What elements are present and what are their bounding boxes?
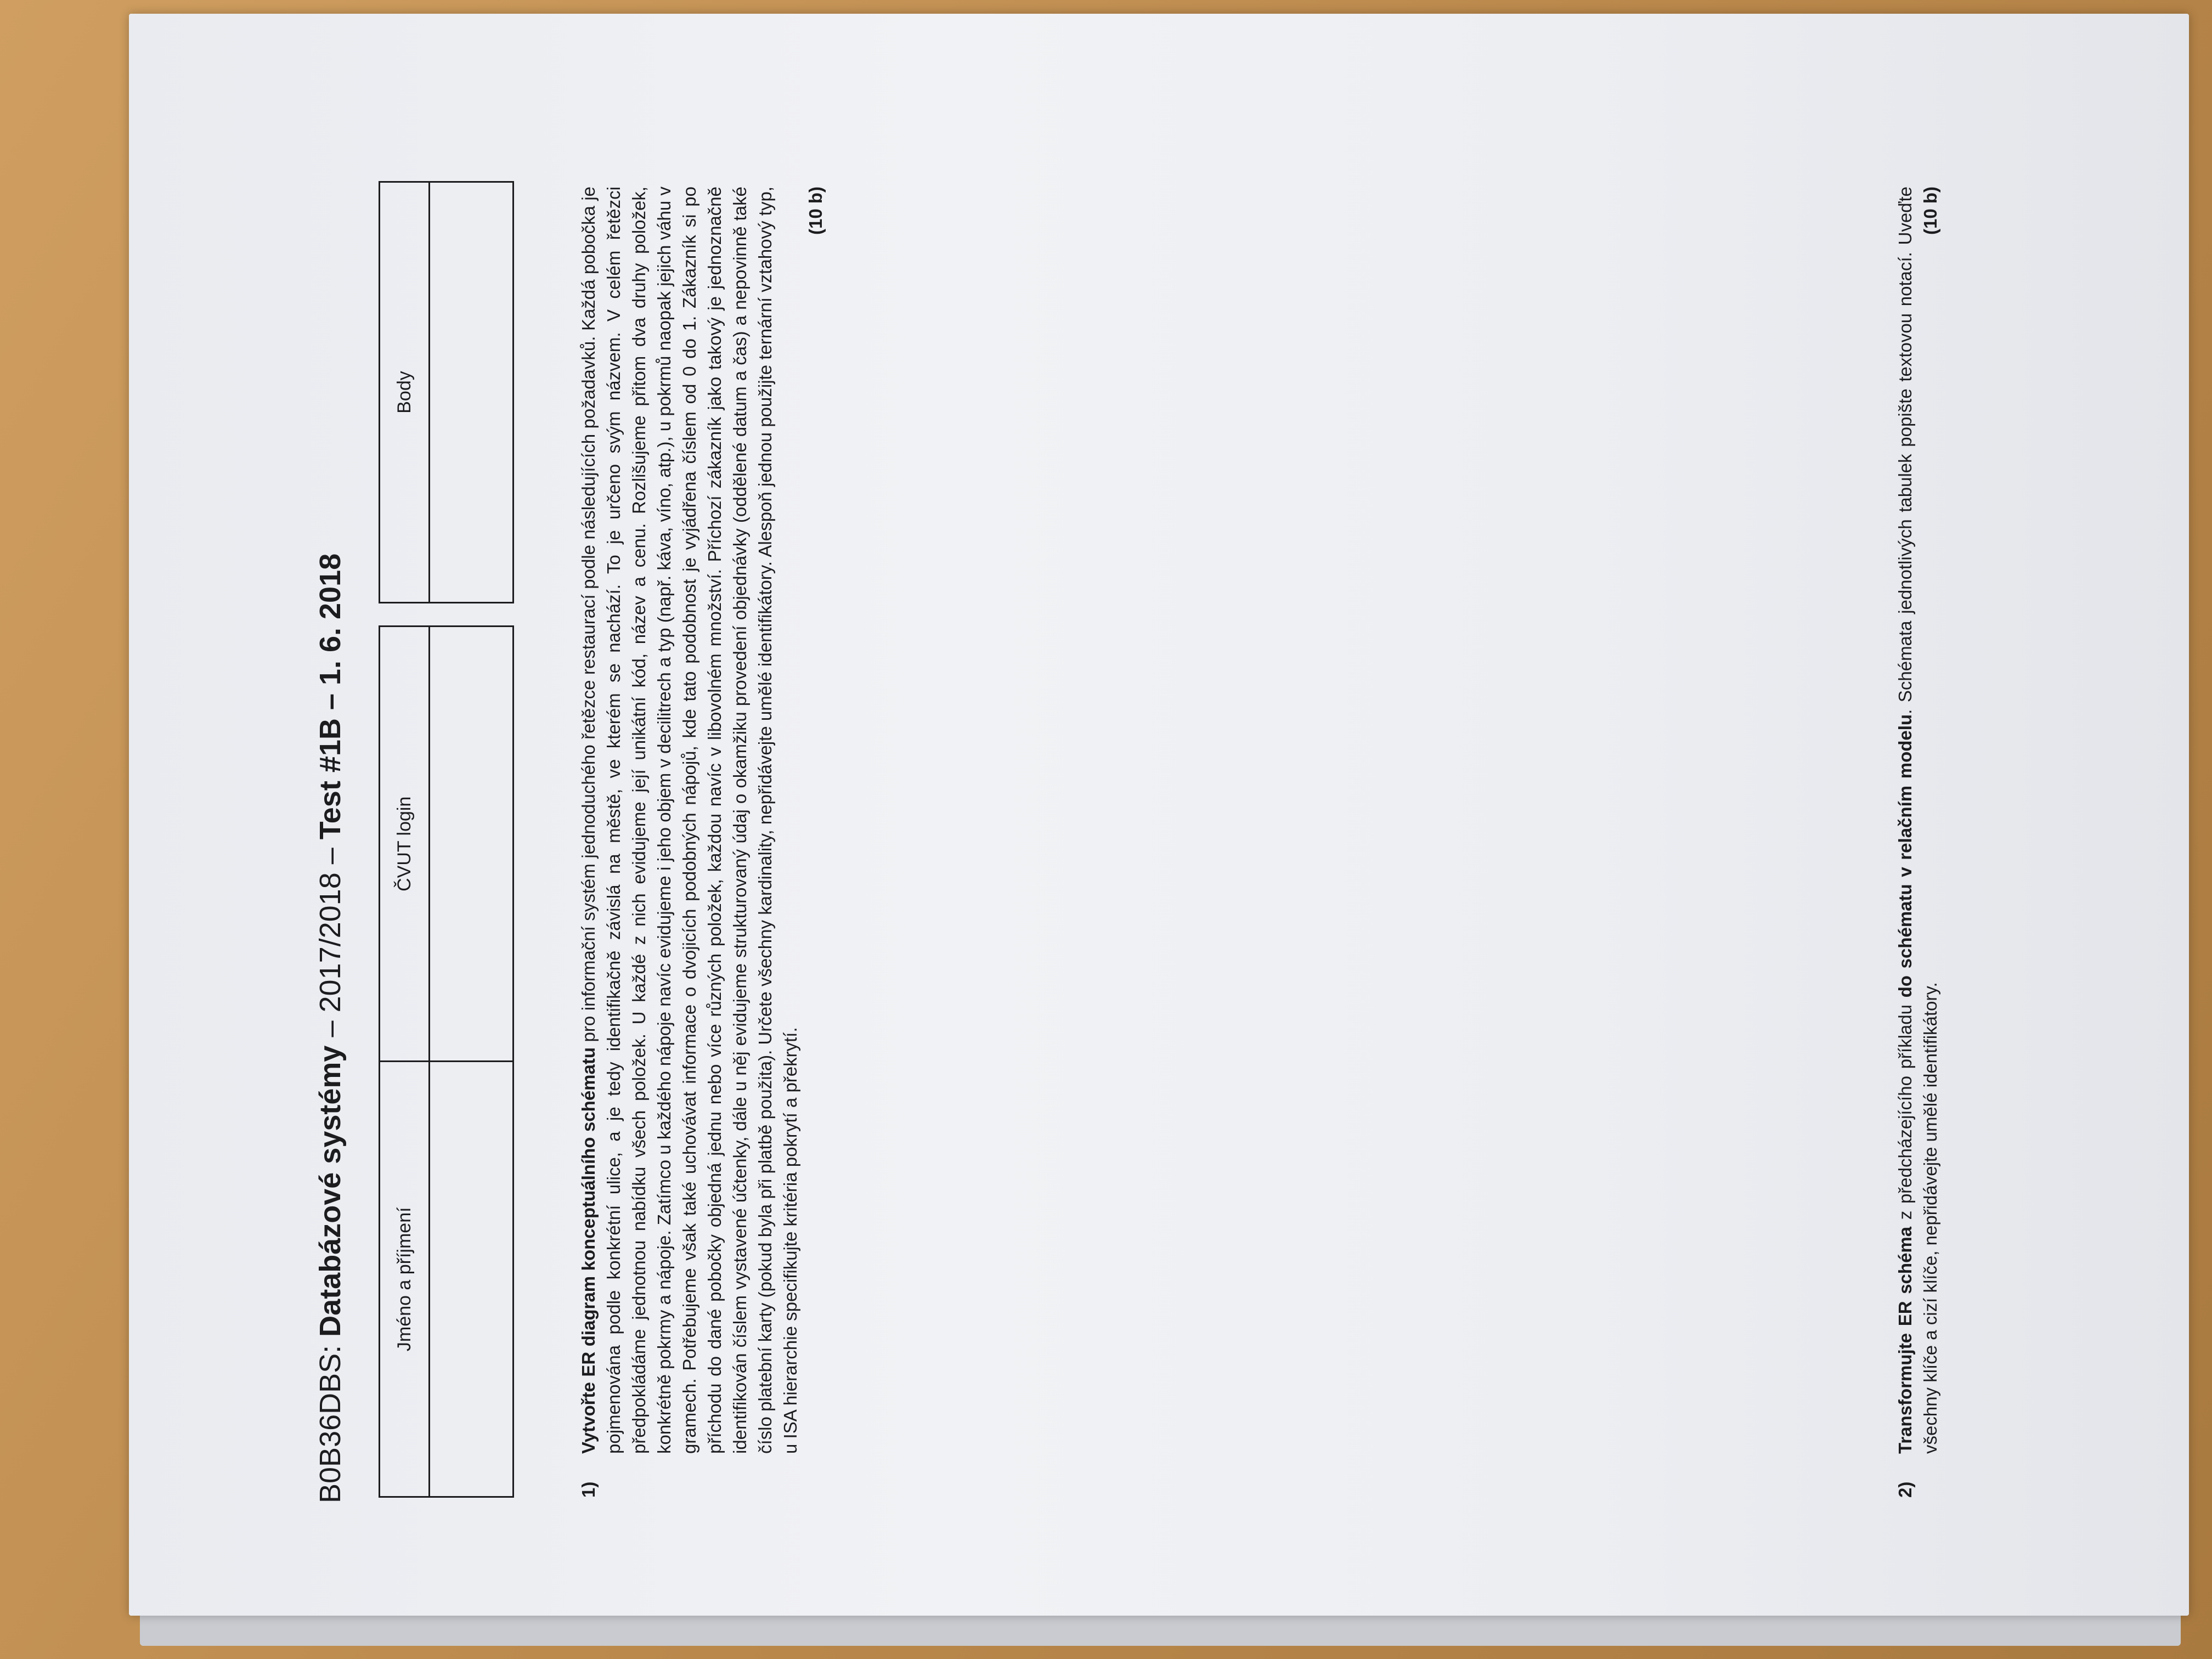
question-lead: Vytvořte ER diagram konceptuálního schématu <box>578 1047 599 1454</box>
course-code: B0B36DBS: <box>314 1336 347 1503</box>
question-number: 1) <box>578 1481 599 1498</box>
question-body-b: . Schémata jednotlivých tabulek popište textovou notací. Uveďte všechny klíče a cizí klíče, nepřidávejte umělé identifikátory. <box>1895 187 1940 1454</box>
question-2 <box>1893 187 1943 1498</box>
question-body-a: z předcházejícího příkladu <box>1895 997 1915 1227</box>
question-text <box>576 187 828 1454</box>
points-table <box>379 181 514 603</box>
name-column <box>380 1063 512 1497</box>
test-id: Test #1B <box>314 718 347 840</box>
question-text <box>1893 187 1943 1454</box>
student-info-table <box>379 625 514 1498</box>
question-1 <box>576 187 828 1498</box>
points-header: Body <box>380 183 430 602</box>
course-name: Databázové systémy <box>314 1045 347 1337</box>
login-header: ČVUT login <box>380 627 430 1061</box>
login-column <box>380 627 512 1063</box>
points-field[interactable] <box>430 183 512 602</box>
question-lead: Transformujte ER schéma <box>1895 1226 1915 1454</box>
name-field[interactable] <box>430 1063 512 1497</box>
login-field[interactable] <box>430 627 512 1061</box>
question-number: 2) <box>1895 1481 1915 1498</box>
question-body: pro informační systém jednoduchého řetězce restaurací podle následujících požadavků. Každá pobočka je pojmenována podle konkrétní ulice, a je tedy identifikačně závislá na městě, ve kterém se nachází. To je určeno svým názvem. V celém řetězci předpokládáme jednotnou nabídku všech položek. U každé z nich evidujeme její unikátní kód, název a cenu. Rozlišujeme přitom dva druhy položek, konkrétně pokrmy a nápoje. Zatímco u každého nápoje navíc evidujeme i jeho objem v decilitrech a typ (např. káva, víno, atp.), u pokrmů naopak jejich váhu v gramech. Potřebujeme však také uchovávat informace o dvojicích podobných nápojů, kde tato podobnost je vyjádřena číslem od 0 do 1. Zákazník si po příchodu do dané pobočky objedná jednu nebo více různých položek, každou navíc v libovolném množství. Příchozí zákazník jako takový je jednoznačně identifikován číslem vystavené účtenky, dále u něj evidujeme strukturovaný údaj o okamžiku provedení objednávky (oddělené datum a čas) a nepovinně také číslo platební karty (pokud byla při platbě použita). Určete všechny kardinality, nepřidávejte umělé identifikátory. Alespoň jednou použijte ternární vztahový typ, u ISA hierarchie specifikujte kritéria pokrytí a překrytí. <box>578 187 800 1454</box>
test-date: – 1. 6. 2018 <box>314 553 347 719</box>
exam-title <box>313 187 348 1503</box>
rotated-page <box>252 126 2063 1553</box>
name-header: Jméno a příjmení <box>380 1063 430 1497</box>
question-points: (10 b) <box>805 187 826 235</box>
academic-year: – 2017/2018 – <box>314 839 347 1046</box>
question-emphasis: do schématu v relačním modelu <box>1895 714 1915 998</box>
question-points: (10 b) <box>1920 187 1940 235</box>
